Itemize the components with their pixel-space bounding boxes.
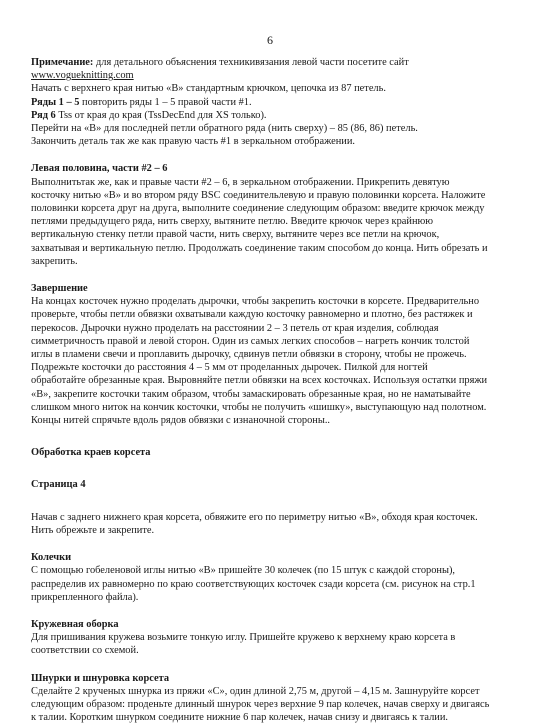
text-line: «В», закрепите косточки таким образом, чтобы замаскировать обрезанные края, но не наматывайте — [31, 388, 471, 400]
text-line: Закончить деталь так же как правую часть #1 в зеркальном отображении. — [31, 136, 356, 148]
text-line: Для пришивания кружева возьмите тонкую иглу. Пришейте кружево к верхнему краю корсета в — [31, 632, 456, 644]
text-line: следующим образом: проденьте длинный шнурок через верхние 9 пар колечек, начав сверху и двигаясь — [31, 698, 490, 710]
page4-heading: Страница 4 — [31, 479, 86, 491]
text-line: Выполнитьтак же, как и правые части #2 – 6, в зеркальном отображении. Прикрепить девятую — [31, 176, 450, 188]
text-line: закрепить. — [31, 255, 78, 267]
text-line: симметричность правой и левой сторон. Один из самых легких способов – нагреть кончик толстой — [31, 335, 470, 347]
text-line: С помощью гобеленовой иглы нитью «В» пришейте 30 колечек (по 15 штук с каждой стороны), — [31, 565, 456, 577]
text-line: На концах косточек нужно проделать дырочки, чтобы закрепить косточки в корсете. Предварительно — [31, 296, 480, 308]
text-line: соответствии со схемой. — [31, 645, 139, 657]
row-6-text: Tss от края до края (TssDecEnd для XS только). — [55, 109, 267, 121]
text-line: Концы нитей спрячьте вдоль рядов обвязки с изнаночной стороны.. — [31, 415, 331, 427]
text-line: перекосов. Дырочки нужно проделать на расстоянии 2 – 3 петель от края изделия, соблюдая — [31, 322, 439, 334]
text-line: петлями предыдущего ряда, нить сверху, вытяните петлю. Введите крючок через крайнюю — [31, 216, 434, 228]
start-line: Начать с верхнего края нитью «В» стандартным крючком, цепочка из 87 петель. — [31, 83, 386, 95]
text-line: иглы в пламени свечи и проплавить дырочку, сдвинув петли обвязки в сторону, чтобы не прожечь. — [31, 349, 467, 361]
text-line: к талии. Коротким шнурком соедините нижние 6 пар колечек, начав снизу и двигаясь к талии. — [31, 712, 449, 724]
rows-1-5-label: Ряды 1 – 5 — [31, 96, 80, 108]
vogueknitting-link[interactable]: www.vogueknitting.com — [31, 70, 134, 82]
note-label: Примечание: — [31, 57, 94, 68]
edges-heading: Обработка краев корсета — [31, 447, 151, 459]
note-paragraph — [31, 56, 516, 69]
left-half-heading: Левая половина, части #2 – 6 — [31, 163, 168, 175]
text-line: Сделайте 2 крученых шнурка из пряжи «С», один длиной 2,75 м, другой – 4,15 м. Зашнуруйте корсет — [31, 685, 480, 697]
text-line: распределив их равномерно по краю соответствующих косточек сзади корсета (см. рисунок на стр.1 — [31, 578, 476, 590]
text-line: обработайте обрезанные края. Выровняйте петли обвязки на всех косточках. Используя остатки пряжи — [31, 375, 488, 387]
row-6-line — [31, 109, 516, 122]
text-line: слишком много ниток на кончик косточки, чтобы не получить «шишку», выступающую над полотном. — [31, 401, 487, 413]
rows-1-5-line — [31, 96, 516, 109]
text-line: Начав с заднего нижнего края корсета, обвяжите его по периметру нитью «В», обходя края косточек. — [31, 511, 478, 523]
text-line: косточку нитью «В» и во втором ряду BSC соединительлевую и правую половинки корсета. Наложите — [31, 189, 486, 201]
text-line: проверьте, чтобы петли обвязки охватывали каждую косточку равномерно и плотно, без растяжек и — [31, 309, 473, 321]
lace-heading: Кружевная оборка — [31, 618, 119, 630]
page-number: 6 — [267, 33, 273, 47]
text-line: Подрежьте косточки до расстояния 4 – 5 мм от проделанных дырочек. Пилкой для ногтей — [31, 362, 428, 374]
text-line: Перейти на «В» для последней петли обратного ряда (нить сверху) – 85 (86, 86) петель. — [31, 123, 418, 135]
laces-heading: Шнурки и шнуровка корсета — [31, 672, 170, 684]
text-line: вертикальную стенку петли правой части, нить сверху, вытяните через все петли на крючок, — [31, 229, 440, 241]
finish-heading: Завершение — [31, 283, 88, 295]
text-line: половинки корсета друг на друга, выполните соединение следующим образом: введите крючок между — [31, 203, 485, 215]
note-text: для детального объяснения техникивязания левой части посетите сайт — [93, 57, 409, 68]
text-line: прикрепленного файла). — [31, 591, 139, 603]
text-line: Нить обрежьте и закрепите. — [31, 524, 155, 536]
row-6-label: Ряд 6 — [31, 109, 56, 121]
note-link-line — [31, 69, 516, 82]
rows-1-5-text: повторить ряды 1 – 5 правой части #1. — [79, 96, 252, 108]
rings-heading: Колечки — [31, 552, 72, 564]
text-line: захватывая и вертикальную петлю. Продолжать соединение таким способом до конца. Нить обрезать и — [31, 242, 488, 254]
document-body — [31, 56, 516, 724]
